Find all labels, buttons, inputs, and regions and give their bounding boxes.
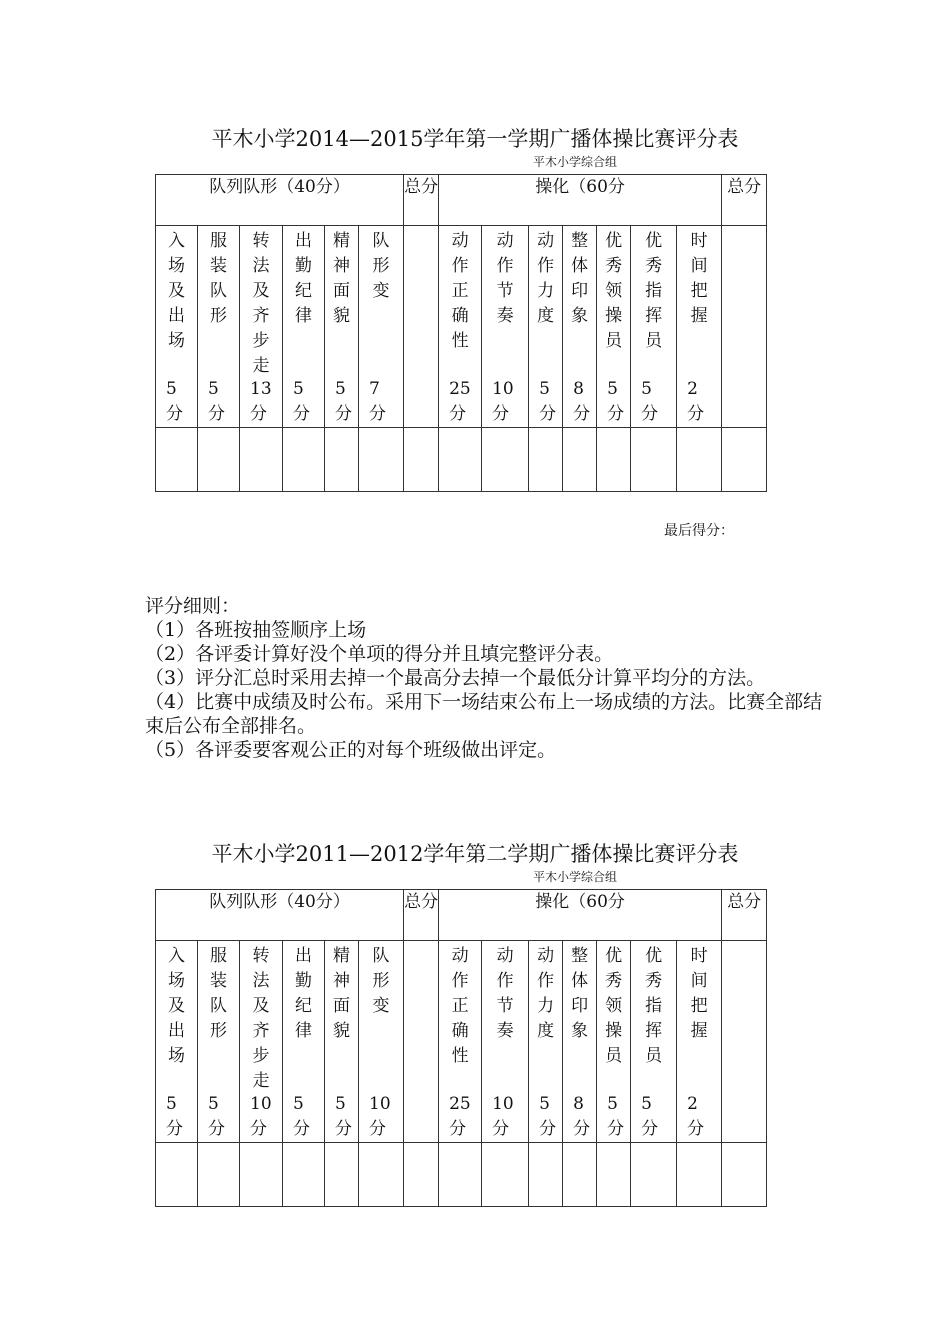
criterion-cell — [359, 941, 404, 1143]
rule-item: （4）比赛中成绩及时公布。采用下一场结束公布上一场成绩的方法。比赛全部结束后公布全部排名。 — [145, 691, 823, 737]
criterion-cell — [283, 941, 325, 1143]
rules-heading: 评分细则： — [145, 595, 241, 617]
criterion-cell — [631, 941, 677, 1143]
criterion-char: 象 — [571, 1021, 589, 1041]
criterion-cell — [677, 226, 722, 428]
criterion-points: 2 — [687, 379, 698, 399]
criterion-points: 分 — [573, 1119, 591, 1139]
criterion-char: 作 — [496, 971, 514, 991]
score-cell[interactable] — [631, 1143, 677, 1207]
score-cell[interactable] — [563, 1143, 597, 1207]
rule-item: （3）评分汇总时采用去掉一个最高分去掉一个最低分计算平均分的方法。 — [145, 667, 766, 689]
score-cell[interactable] — [325, 428, 359, 492]
criterion-char: 优 — [645, 231, 663, 251]
criterion-char: 变 — [372, 281, 390, 301]
criterion-char: 转 — [252, 946, 270, 966]
criterion-char: 奏 — [496, 1021, 514, 1041]
table1-org: 平木小学综合组 — [533, 155, 618, 169]
score-cell[interactable] — [198, 1143, 240, 1207]
blank-cell — [404, 226, 439, 428]
criterion-cell — [677, 941, 722, 1143]
criterion-char: 神 — [333, 971, 350, 991]
criterion-char: 步 — [252, 1046, 270, 1066]
score-cell[interactable] — [677, 428, 722, 492]
score-cell[interactable] — [240, 428, 283, 492]
criterion-char: 纪 — [295, 281, 312, 301]
score-cell[interactable] — [359, 428, 404, 492]
criterion-points: 分 — [687, 1119, 705, 1139]
criterion-char: 作 — [451, 256, 469, 276]
criterion-char: 指 — [645, 281, 663, 301]
criterion-char: 出 — [168, 306, 185, 326]
criterion-char: 场 — [168, 971, 185, 991]
criterion-char: 确 — [451, 306, 469, 326]
criterion-char: 法 — [252, 971, 270, 991]
criterion-points: 5 — [293, 1094, 304, 1114]
criterion-char: 秀 — [645, 971, 663, 991]
criterion-char: 场 — [168, 1046, 185, 1066]
criterion-points: 2 — [687, 1094, 698, 1114]
criterion-points: 5 — [166, 379, 177, 399]
score-cell[interactable] — [439, 1143, 482, 1207]
criterion-points: 分 — [492, 404, 510, 424]
subtotal-header: 总分 — [404, 175, 439, 226]
criterion-points: 5 — [208, 379, 219, 399]
criterion-char: 面 — [333, 281, 350, 301]
criterion-points: 10 — [250, 1094, 272, 1114]
criterion-cell — [529, 941, 563, 1143]
criterion-char: 齐 — [252, 306, 270, 326]
criterion-char: 正 — [451, 281, 469, 301]
criterion-char: 握 — [690, 306, 708, 326]
score-entry-row — [156, 428, 767, 492]
criterion-points: 分 — [250, 1119, 267, 1139]
criterion-char: 时 — [690, 946, 708, 966]
final-score-label: 最后得分： — [664, 523, 734, 539]
criterion-points: 8 — [573, 1094, 584, 1114]
criterion-points: 分 — [293, 1119, 310, 1139]
score-cell[interactable] — [631, 428, 677, 492]
criterion-points: 分 — [539, 404, 557, 424]
criterion-char: 作 — [537, 971, 555, 991]
criterion-cell — [240, 941, 283, 1143]
criterion-points: 分 — [607, 404, 625, 424]
criterion-char: 操 — [605, 306, 623, 326]
group-formation-header: 队列队形（40分） — [156, 175, 404, 226]
criterion-char: 把 — [690, 281, 708, 301]
criterion-char: 装 — [210, 971, 227, 991]
criterion-cell — [156, 941, 198, 1143]
criterion-points: 分 — [641, 404, 659, 424]
criterion-char: 秀 — [645, 256, 663, 276]
score-cell[interactable] — [359, 1143, 404, 1207]
criterion-cell — [597, 941, 631, 1143]
criterion-char: 动 — [537, 231, 555, 251]
criterion-char: 形 — [210, 1021, 227, 1041]
score-cell[interactable] — [156, 428, 198, 492]
score-cell[interactable] — [240, 1143, 283, 1207]
criterion-char: 体 — [571, 971, 589, 991]
criterion-char: 节 — [496, 996, 514, 1016]
criterion-points: 5 — [293, 379, 304, 399]
criterion-points: 5 — [208, 1094, 219, 1114]
score-cell[interactable] — [529, 1143, 563, 1207]
criterion-char: 精 — [333, 946, 350, 966]
score-cell[interactable] — [283, 1143, 325, 1207]
criterion-char: 转 — [252, 231, 270, 251]
criterion-points: 5 — [641, 1094, 652, 1114]
score-cell[interactable] — [404, 1143, 439, 1207]
criterion-char: 动 — [496, 946, 514, 966]
criterion-points: 5 — [539, 1094, 550, 1114]
score-cell[interactable] — [722, 428, 767, 492]
criterion-points: 5 — [641, 379, 652, 399]
criterion-cell — [563, 226, 597, 428]
score-cell[interactable] — [597, 428, 631, 492]
blank-cell — [722, 941, 767, 1143]
criterion-char: 作 — [537, 256, 555, 276]
criterion-char: 场 — [168, 256, 185, 276]
table2-org: 平木小学综合组 — [533, 870, 618, 884]
criterion-char: 员 — [605, 331, 623, 351]
criterion-char: 间 — [690, 256, 708, 276]
criterion-char: 奏 — [496, 306, 514, 326]
criterion-char: 走 — [252, 356, 270, 376]
criterion-char: 领 — [605, 281, 623, 301]
criterion-points: 分 — [539, 1119, 557, 1139]
criteria-row — [156, 941, 767, 1143]
criterion-points: 8 — [573, 379, 584, 399]
criterion-char: 作 — [451, 971, 469, 991]
criterion-char: 服 — [210, 231, 227, 251]
criterion-char: 员 — [605, 1046, 623, 1066]
criterion-cell — [439, 941, 482, 1143]
criterion-char: 服 — [210, 946, 227, 966]
criterion-cell — [631, 226, 677, 428]
score-table-1 — [155, 174, 767, 492]
criterion-char: 齐 — [252, 1021, 270, 1041]
criterion-char: 及 — [168, 281, 185, 301]
group-exercise-header: 操化（60分 — [439, 890, 722, 941]
criterion-char: 法 — [252, 256, 270, 276]
criterion-char: 勤 — [295, 256, 312, 276]
criterion-char: 正 — [451, 996, 469, 1016]
score-cell[interactable] — [529, 428, 563, 492]
criterion-points: 分 — [369, 1119, 386, 1139]
criterion-char: 形 — [210, 306, 227, 326]
criterion-char: 貌 — [333, 306, 350, 326]
total-header: 总分 — [722, 890, 767, 941]
criterion-char: 勤 — [295, 971, 312, 991]
criterion-cell — [563, 941, 597, 1143]
criterion-cell — [325, 941, 359, 1143]
criterion-points: 5 — [607, 379, 618, 399]
criterion-char: 装 — [210, 256, 227, 276]
criterion-points: 5 — [166, 1094, 177, 1114]
criterion-char: 秀 — [605, 256, 623, 276]
criterion-cell — [283, 226, 325, 428]
criterion-char: 性 — [451, 1046, 469, 1066]
criterion-char: 操 — [605, 1021, 623, 1041]
score-table-2 — [155, 889, 767, 1207]
criterion-char: 象 — [571, 306, 589, 326]
criterion-char: 律 — [295, 306, 312, 326]
criterion-points: 分 — [573, 404, 591, 424]
criterion-char: 貌 — [333, 1021, 350, 1041]
criterion-char: 印 — [571, 996, 589, 1016]
criterion-cell — [482, 941, 529, 1143]
criterion-points: 5 — [335, 379, 346, 399]
criterion-char: 秀 — [605, 971, 623, 991]
criterion-char: 作 — [496, 256, 514, 276]
criterion-char: 出 — [295, 946, 312, 966]
criterion-cell — [359, 226, 404, 428]
criterion-char: 挥 — [645, 1021, 663, 1041]
scoring-rules — [145, 594, 825, 762]
criterion-char: 挥 — [645, 306, 663, 326]
total-header: 总分 — [722, 175, 767, 226]
criterion-points: 5 — [607, 1094, 618, 1114]
score-cell[interactable] — [325, 1143, 359, 1207]
rule-item: （1）各班按抽签顺序上场 — [145, 619, 367, 641]
criterion-char: 队 — [372, 946, 390, 966]
score-cell[interactable] — [404, 428, 439, 492]
criterion-char: 入 — [168, 231, 185, 251]
criterion-points: 分 — [208, 404, 225, 424]
criterion-points: 分 — [449, 1119, 467, 1139]
score-cell[interactable] — [563, 428, 597, 492]
criterion-points: 分 — [166, 404, 183, 424]
criterion-char: 性 — [451, 331, 469, 351]
criterion-cell — [529, 226, 563, 428]
criterion-points: 分 — [607, 1119, 625, 1139]
criterion-points: 25 — [449, 1094, 471, 1114]
criterion-points: 25 — [449, 379, 471, 399]
criterion-char: 体 — [571, 256, 589, 276]
criterion-char: 动 — [537, 946, 555, 966]
criterion-char: 力 — [537, 281, 555, 301]
group-exercise-header: 操化（60分 — [439, 175, 722, 226]
criterion-char: 出 — [295, 231, 312, 251]
criterion-points: 7 — [369, 379, 380, 399]
criterion-points: 分 — [335, 1119, 352, 1139]
criterion-char: 场 — [168, 331, 185, 351]
criterion-points: 5 — [539, 379, 550, 399]
criterion-points: 5 — [335, 1094, 346, 1114]
criterion-char: 动 — [496, 231, 514, 251]
criterion-char: 入 — [168, 946, 185, 966]
criterion-char: 优 — [605, 946, 623, 966]
criterion-char: 纪 — [295, 996, 312, 1016]
criterion-char: 员 — [645, 331, 663, 351]
criterion-points: 13 — [250, 379, 272, 399]
table2-title: 平木小学2011—2012学年第二学期广播体操比赛评分表 — [211, 842, 739, 866]
criterion-char: 间 — [690, 971, 708, 991]
score-cell[interactable] — [482, 1143, 529, 1207]
criterion-char: 及 — [252, 996, 270, 1016]
criterion-char: 队 — [210, 996, 227, 1016]
criterion-char: 指 — [645, 996, 663, 1016]
score-cell[interactable] — [677, 1143, 722, 1207]
score-cell[interactable] — [156, 1143, 198, 1207]
criterion-char: 员 — [645, 1046, 663, 1066]
criterion-points: 分 — [208, 1119, 225, 1139]
criterion-char: 整 — [571, 231, 589, 251]
criterion-char: 整 — [571, 946, 589, 966]
rule-item: （2）各评委计算好没个单项的得分并且填完整评分表。 — [145, 643, 614, 665]
blank-cell — [722, 226, 767, 428]
score-entry-row — [156, 1143, 767, 1207]
criterion-points: 分 — [369, 404, 386, 424]
blank-cell — [404, 941, 439, 1143]
score-cell[interactable] — [283, 428, 325, 492]
criterion-char: 力 — [537, 996, 555, 1016]
criterion-cell — [198, 226, 240, 428]
score-cell[interactable] — [439, 428, 482, 492]
criterion-points: 分 — [293, 404, 310, 424]
criterion-char: 神 — [333, 256, 350, 276]
criterion-char: 走 — [252, 1071, 270, 1091]
score-cell[interactable] — [722, 1143, 767, 1207]
criterion-points: 分 — [641, 1119, 659, 1139]
subtotal-header: 总分 — [404, 890, 439, 941]
criterion-cell — [597, 226, 631, 428]
criterion-points: 10 — [492, 379, 514, 399]
criterion-char: 节 — [496, 281, 514, 301]
score-cell[interactable] — [198, 428, 240, 492]
criterion-points: 分 — [449, 404, 467, 424]
criterion-char: 面 — [333, 996, 350, 1016]
table1-title: 平木小学2014—2015学年第一学期广播体操比赛评分表 — [211, 127, 739, 151]
criterion-char: 时 — [690, 231, 708, 251]
criterion-char: 度 — [537, 306, 555, 326]
criterion-char: 把 — [690, 996, 708, 1016]
criterion-char: 出 — [168, 1021, 185, 1041]
rule-item: （5）各评委要客观公正的对每个班级做出评定。 — [145, 739, 557, 761]
criterion-cell — [482, 226, 529, 428]
group-formation-header: 队列队形（40分） — [156, 890, 404, 941]
criterion-cell — [240, 226, 283, 428]
criteria-row — [156, 226, 767, 428]
criterion-char: 优 — [605, 231, 623, 251]
criterion-points: 分 — [492, 1119, 510, 1139]
criterion-char: 度 — [537, 1021, 555, 1041]
criterion-char: 确 — [451, 1021, 469, 1041]
criterion-char: 印 — [571, 281, 589, 301]
criterion-char: 领 — [605, 996, 623, 1016]
criterion-cell — [325, 226, 359, 428]
criterion-points: 10 — [369, 1094, 391, 1114]
criterion-cell — [198, 941, 240, 1143]
criterion-cell — [439, 226, 482, 428]
score-cell[interactable] — [597, 1143, 631, 1207]
criterion-char: 及 — [168, 996, 185, 1016]
score-cell[interactable] — [482, 428, 529, 492]
criterion-char: 队 — [210, 281, 227, 301]
criterion-char: 动 — [451, 946, 469, 966]
criterion-char: 优 — [645, 946, 663, 966]
criterion-char: 变 — [372, 996, 390, 1016]
criterion-char: 律 — [295, 1021, 312, 1041]
criterion-points: 分 — [335, 404, 352, 424]
criterion-char: 握 — [690, 1021, 708, 1041]
criterion-char: 精 — [333, 231, 350, 251]
criterion-cell — [156, 226, 198, 428]
criterion-char: 队 — [372, 231, 390, 251]
criterion-points: 分 — [250, 404, 267, 424]
criterion-char: 步 — [252, 331, 270, 351]
criterion-points: 分 — [166, 1119, 183, 1139]
criterion-char: 动 — [451, 231, 469, 251]
criterion-char: 形 — [372, 256, 390, 276]
criterion-char: 及 — [252, 281, 270, 301]
criterion-points: 分 — [687, 404, 705, 424]
criterion-points: 10 — [492, 1094, 514, 1114]
criterion-char: 形 — [372, 971, 390, 991]
